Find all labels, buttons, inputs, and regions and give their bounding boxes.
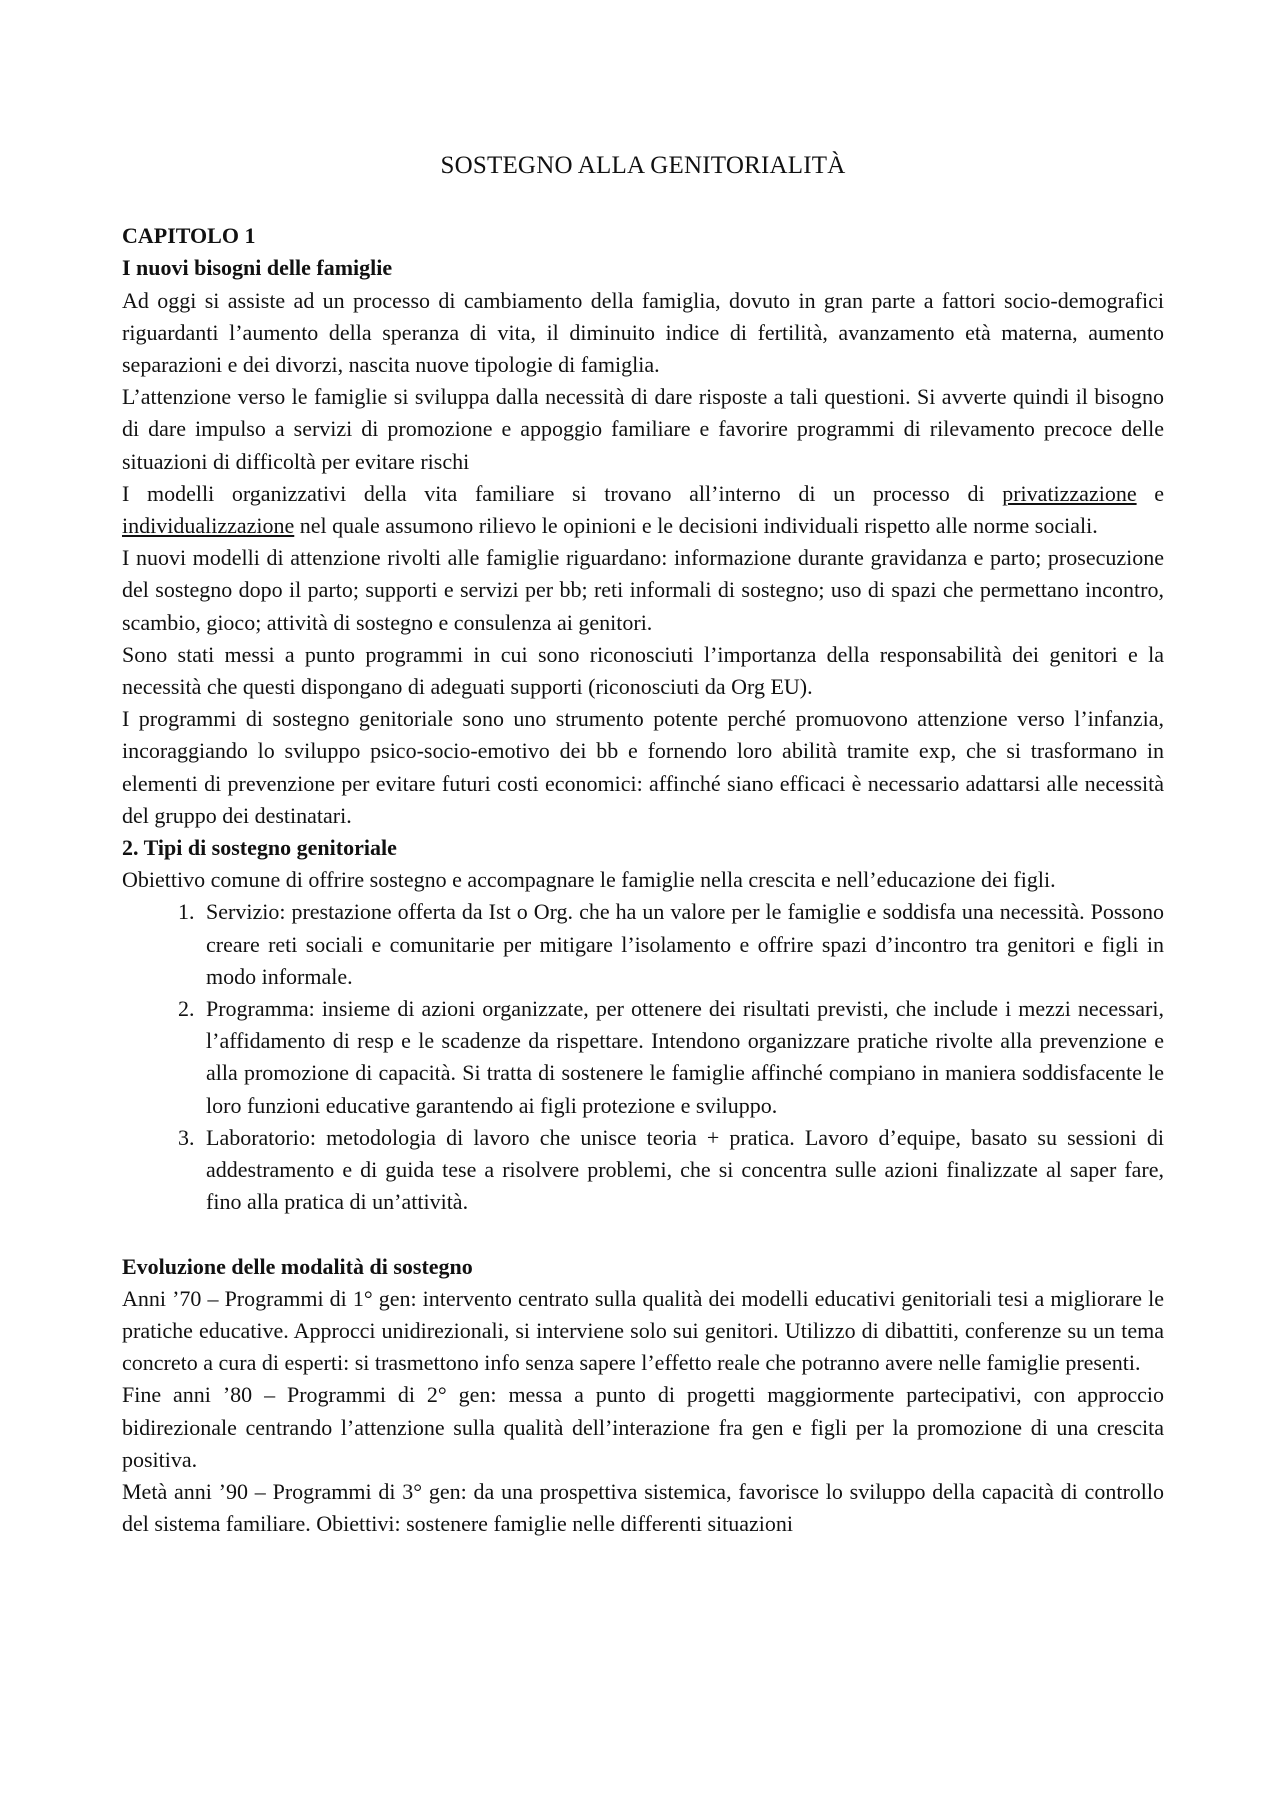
paragraph: L’attenzione verso le famiglie si sviluppa dalla necessità di dare risposte a tali questioni. Si avverte quindi il bisogno di dare impulso a servizi di promozione e appoggio familiare e favorire programmi di rilevamento precoce delle situazioni di difficoltà per evitare rischi: [122, 384, 1164, 474]
document-title: SOSTEGNO ALLA GENITORIALITÀ: [440, 152, 846, 179]
paragraph: Ad oggi si assiste ad un processo di cambiamento della famiglia, dovuto in gran parte a fattori socio-demografici riguardanti l’aumento della speranza di vita, il diminuito indice di fertilità, avanzamento età materna, aumento separazioni e dei divorzi, nascita nuove tipologie di famiglia.: [122, 287, 1164, 378]
document-page: [122, 150, 1164, 1540]
section-heading-tipi-sostegno: 2. Tipi di sostegno genitoriale: [122, 835, 397, 861]
paragraph: Sono stati messi a punto programmi in cui sono riconosciuti l’importanza della responsabilità dei genitori e la necessità che questi dispongano di adeguati supporti (riconosciuti da Org EU).: [122, 641, 1164, 700]
blank-line: [122, 1219, 1164, 1251]
section-heading-evoluzione: Evoluzione delle modalità di sostegno: [122, 1253, 473, 1279]
section-heading-nuovi-bisogni: I nuovi bisogni delle famiglie: [122, 255, 393, 281]
paragraph: Metà anni ’90 – Programmi di 3° gen: da una prospettiva sistemica, favorisce lo sviluppo della capacità di controllo del sistema familiare. Obiettivi: sostenere famiglie nelle differenti situazioni: [122, 1478, 1164, 1537]
numbered-list: [122, 896, 1164, 1218]
paragraph: Obiettivo comune di offrire sostegno e accompagnare le famiglie nella crescita e nell’educazione dei figli.: [122, 867, 1056, 893]
paragraph: [122, 478, 1164, 542]
paragraph: I programmi di sostegno genitoriale sono uno strumento potente perché promuovono attenzione verso l’infanzia, incoraggiando lo sviluppo psico-socio-emotivo dei bb e fornendo loro abilità tramite exp, che si trasformano in elementi di prevenzione per evitare futuri costi economici: affinché siano efficaci è necessario adattarsi alle necessità del gruppo dei destinatari.: [122, 706, 1164, 828]
text-run: I modelli organizzativi della vita familiare si trovano all’interno di un processo di: [122, 480, 1003, 506]
list-item: 1. Servizio: prestazione offerta da Ist o Org. che ha un valore per le famiglie e soddisfa una necessità. Possono creare reti sociali e comunitarie per mitigare l’isolamento e offrire spazi d’incontro tra genitori e figli in modo informale.: [200, 896, 1164, 993]
text-run: e: [1136, 480, 1165, 506]
chapter-heading: CAPITOLO 1: [122, 223, 256, 249]
paragraph: Fine anni ’80 – Programmi di 2° gen: messa a punto di progetti maggiormente partecipativi, con approccio bidirezionale centrando l’attenzione sulla qualità dell’interazione fra gen e figli per la promozione di una crescita positiva.: [122, 1382, 1164, 1472]
list-item: 2. Programma: insieme di azioni organizzate, per ottenere dei risultati previsti, che include i mezzi necessari, l’affidamento di resp e le scadenze da rispettare. Intendono organizzare pratiche rivolte alla prevenzione e alla promozione di capacità. Si tratta di sostenere le famiglie affinché compiano in maniera soddisfacente le loro funzioni educative garantendo ai figli protezione e sviluppo.: [200, 993, 1164, 1122]
paragraph: Anni ’70 – Programmi di 1° gen: intervento centrato sulla qualità dei modelli educativi genitoriali tesi a migliorare le pratiche educative. Approcci unidirezionali, si interviene solo sui genitori. Utilizzo di dibattiti, conferenze su un tema concreto a cura di esperti: si trasmettono info senza sapere l’effetto reale che potranno avere nelle famiglie presenti.: [122, 1285, 1164, 1376]
paragraph: I nuovi modelli di attenzione rivolti alle famiglie riguardano: informazione durante gravidanza e parto; prosecuzione del sostegno dopo il parto; supporti e servizi per bb; reti informali di sostegno; uso di spazi che permettano incontro, scambio, gioco; attività di sostegno e consulenza ai genitori.: [122, 545, 1164, 635]
list-item: 3. Laboratorio: metodologia di lavoro che unisce teoria + pratica. Lavoro d’equipe, basato su sessioni di addestramento e di guida tese a risolvere problemi, che si concentra sulle azioni finalizzate al saper fare, fino alla pratica di un’attività.: [200, 1122, 1164, 1219]
text-run: nel quale assumono rilievo le opinioni e le decisioni individuali rispetto alle norme sociali.: [294, 513, 1098, 539]
underlined-term: privatizzazione: [1002, 480, 1137, 506]
underlined-term: individualizzazione: [122, 513, 295, 539]
